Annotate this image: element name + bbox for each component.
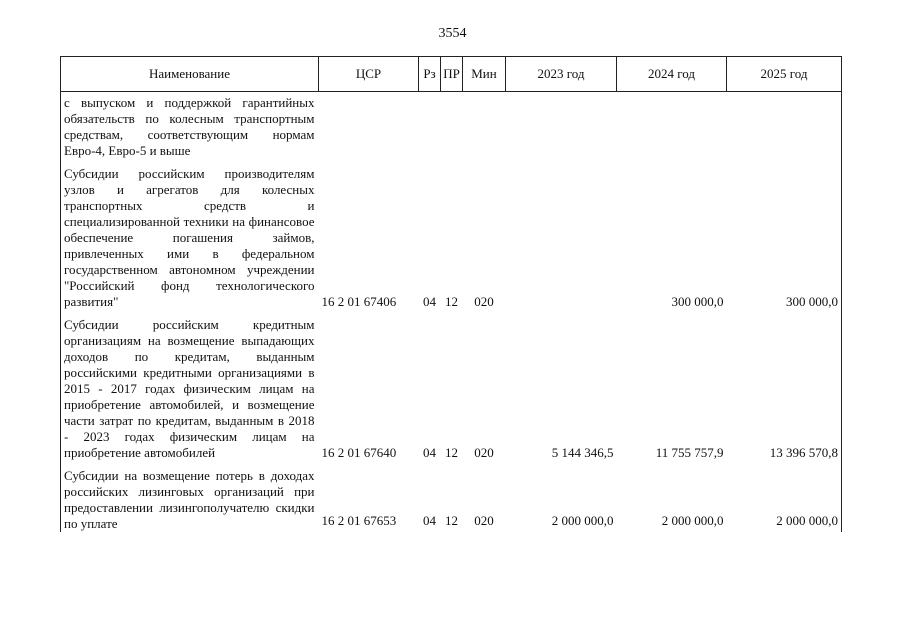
- header-2024: 2024 год: [617, 57, 727, 92]
- row-name: Субсидии российским кредитным организациям на возмещение выпадающих доходов по кредитам, выданным российскими кредитными организациями в 2015 - 2017 годах физическим лицам на приобретение автомобилей, и возмещение части затрат по кредитам, выданным в 2018 - 2023 годах физическим лицам на приобретение автомобилей: [61, 313, 319, 464]
- header-rz: Рз: [419, 57, 441, 92]
- row-2023: [506, 162, 617, 313]
- table-row: [61, 162, 842, 313]
- row-2023: [506, 92, 617, 163]
- row-2023: 5 144 346,5: [551, 445, 614, 460]
- row-2024: [617, 92, 727, 163]
- header-pr: ПР: [441, 57, 463, 92]
- page-number: 3554: [438, 26, 467, 41]
- row-rz: 04: [423, 294, 436, 309]
- row-rz: 04: [423, 513, 436, 528]
- budget-table: [60, 56, 842, 532]
- header-csr: ЦСР: [319, 57, 419, 92]
- header-2023: 2023 год: [506, 57, 617, 92]
- row-2025: 2 000 000,0: [727, 464, 842, 532]
- table-row: [61, 92, 842, 163]
- table-row: [61, 464, 842, 532]
- row-2024: 2 000 000,0: [661, 513, 724, 528]
- row-2024: 11 755 757,9: [655, 445, 724, 460]
- row-name: Субсидии на возмещение потерь в доходах российских лизинговых организаций при предоставлении лизингополучателю скидки по уплате: [61, 464, 319, 532]
- row-csr: 16 2 01 67406: [321, 294, 397, 309]
- header-2025: 2025 год: [727, 57, 842, 92]
- row-2025: [727, 92, 842, 163]
- header-name: Наименование: [61, 57, 319, 92]
- row-rz: 04: [423, 445, 436, 460]
- row-min: 020: [474, 513, 494, 528]
- row-pr: [441, 92, 463, 163]
- row-2023: 2 000 000,0: [551, 513, 614, 528]
- row-name: Субсидии российским производителям узлов и агрегатов для колесных транспортных средств и специализированной техники на финансовое обеспечение погашения займов, привлеченных ими в федеральном государственном автономном учреждении "Российский фонд технологического развития": [61, 162, 319, 313]
- row-pr: 12: [445, 294, 458, 309]
- row-csr: [319, 92, 419, 163]
- row-min: 020: [474, 445, 494, 460]
- row-2025: 13 396 570,8: [727, 313, 842, 464]
- row-min: 020: [474, 294, 494, 309]
- row-name: с выпуском и поддержкой гарантийных обязательств по колесным транспортным средствам, соответствующим нормам Евро-4, Евро-5 и выше: [61, 92, 319, 163]
- row-2025: 300 000,0: [727, 162, 842, 313]
- table-header-row: [61, 57, 842, 92]
- header-min: Мин: [463, 57, 506, 92]
- row-2024: 300 000,0: [671, 294, 724, 309]
- row-pr: 12: [445, 513, 458, 528]
- row-pr: 12: [445, 445, 458, 460]
- row-min: [463, 92, 506, 163]
- table-row: [61, 313, 842, 464]
- row-csr: 16 2 01 67653: [321, 513, 397, 528]
- row-rz: [419, 92, 441, 163]
- row-csr: 16 2 01 67640: [321, 445, 397, 460]
